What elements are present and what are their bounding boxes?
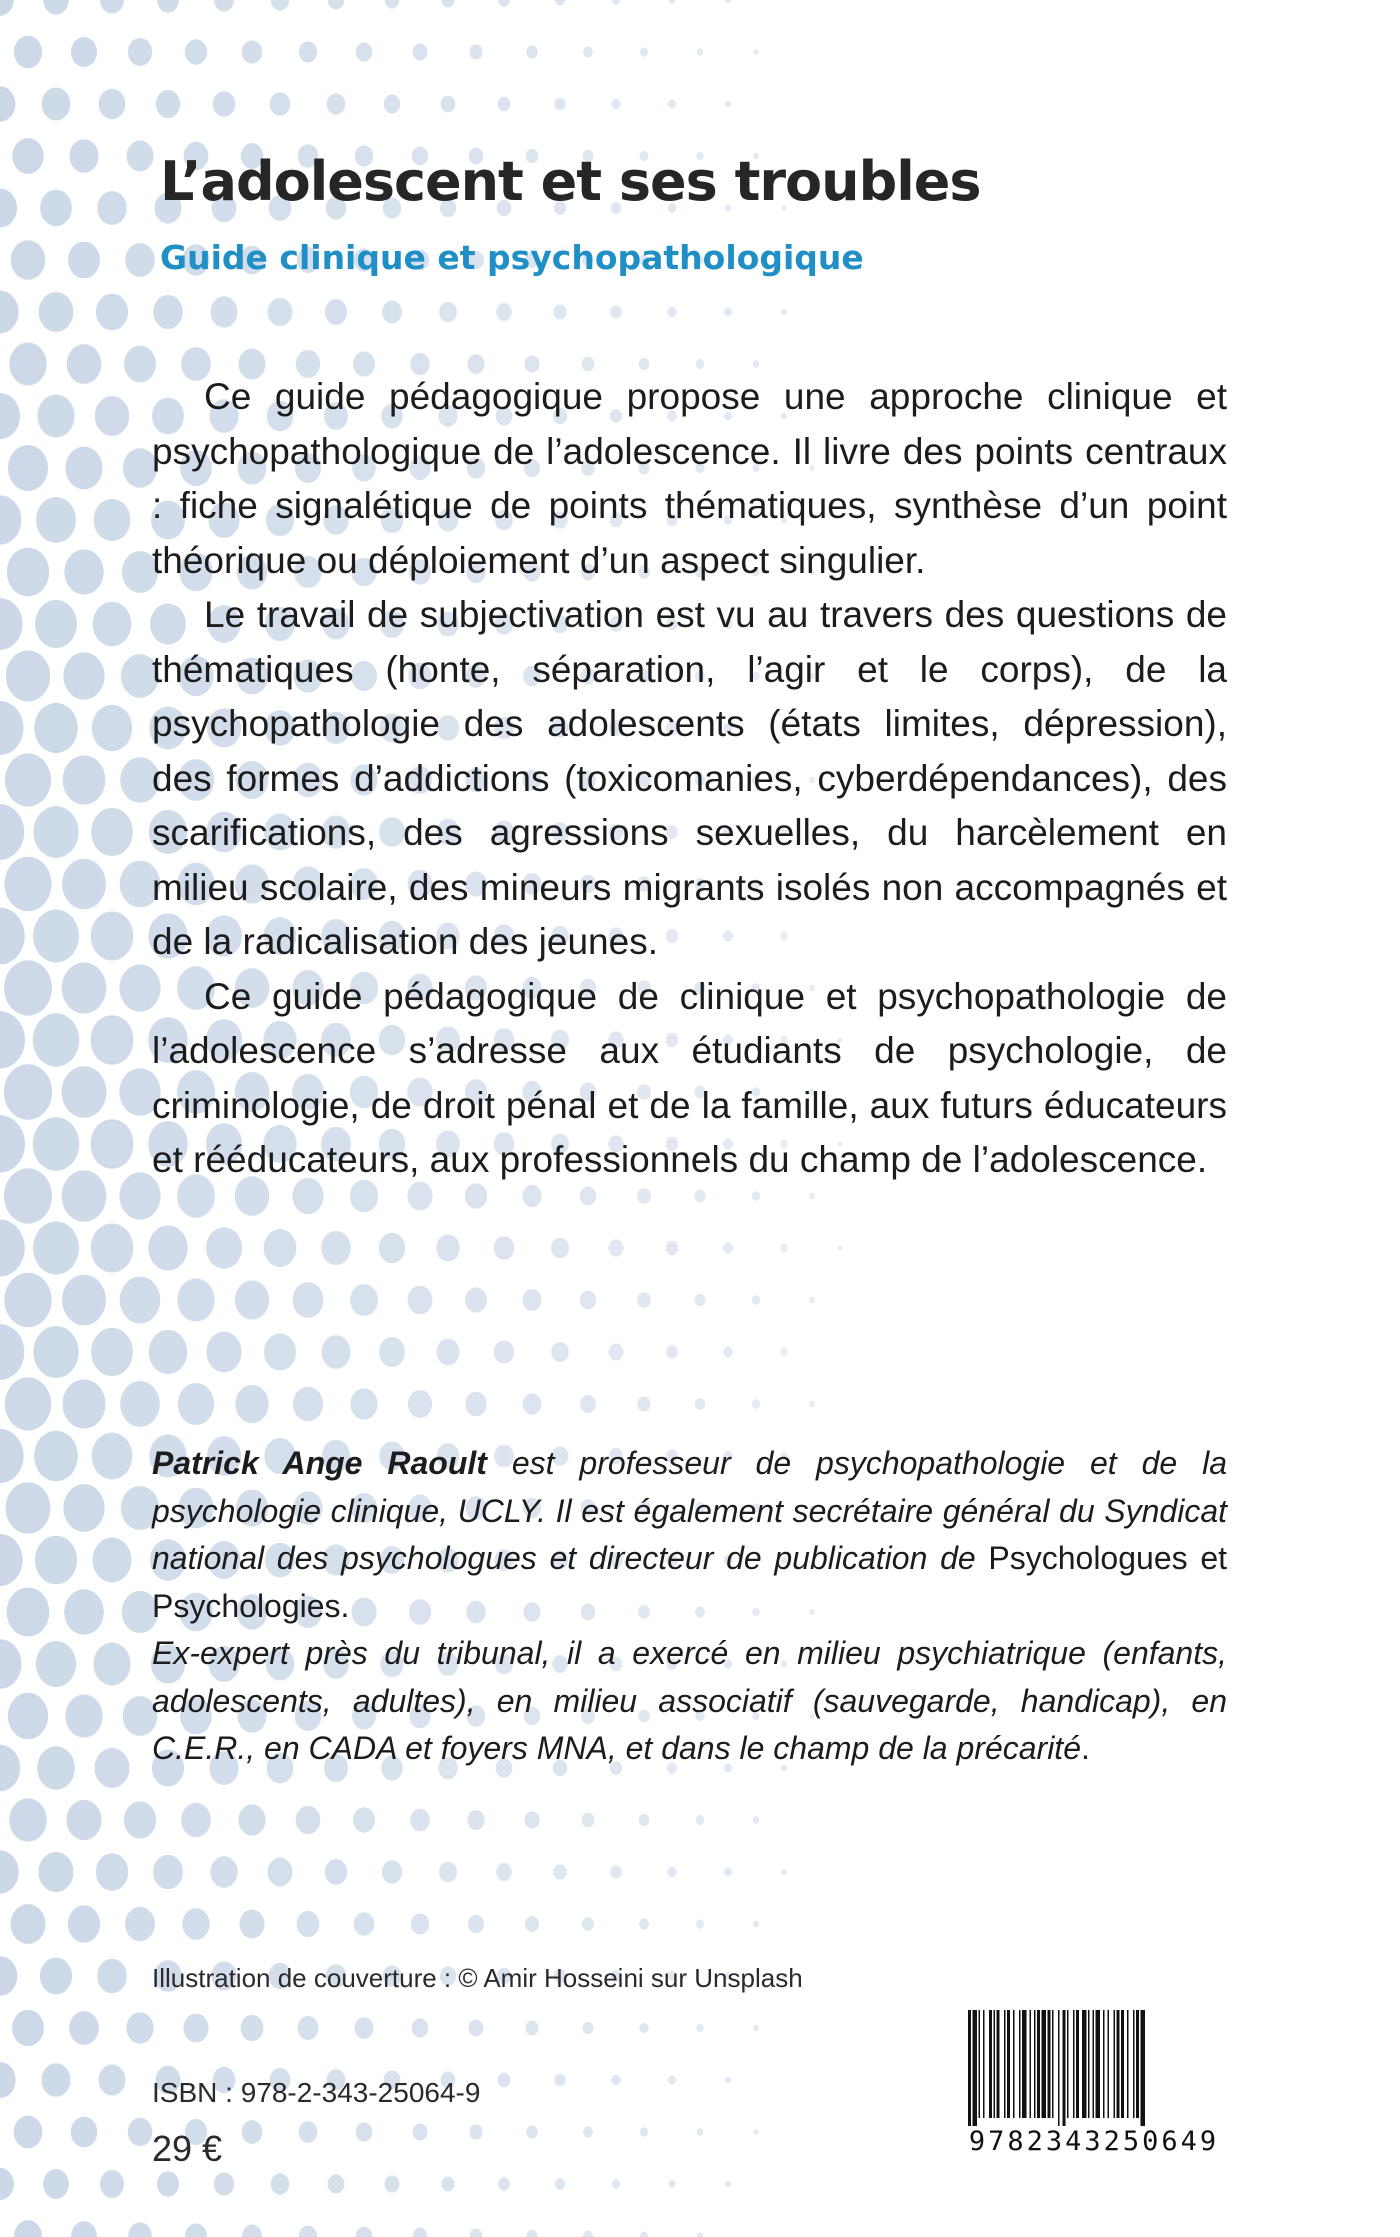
barcode-bar bbox=[994, 2010, 996, 2118]
author-name: Patrick Ange Raoult bbox=[152, 1445, 487, 1481]
barcode-bar bbox=[989, 2010, 992, 2118]
barcode bbox=[958, 2002, 1230, 2164]
barcode-bar bbox=[1141, 2010, 1146, 2126]
barcode-bar bbox=[1019, 2010, 1021, 2118]
barcode-bar bbox=[1121, 2010, 1124, 2118]
barcode-bar bbox=[1067, 2010, 1069, 2118]
book-title: L’adolescent et ses troubles bbox=[160, 150, 981, 213]
barcode-digits: 9782343250649 bbox=[968, 2126, 1220, 2157]
summary-paragraph: Ce guide pédagogique de clinique et psychopathologie de l’adolescence s’adresse aux étudiants de psychologie, de criminologie, de droit pénal et de la famille, aux futurs éducateurs et rééducateurs, aux professionnels du champ de l’adolescence. bbox=[152, 975, 1227, 1180]
price: 29 € bbox=[152, 2128, 223, 2169]
barcode-bar bbox=[1133, 2010, 1135, 2118]
barcode-bar bbox=[1127, 2010, 1129, 2118]
barcode-bar bbox=[1073, 2010, 1075, 2118]
barcode-bar bbox=[1013, 2010, 1015, 2118]
barcode-bar bbox=[1088, 2010, 1090, 2118]
barcode-bar bbox=[1082, 2010, 1087, 2118]
barcode-bar bbox=[979, 2010, 981, 2118]
isbn: ISBN : 978-2-343-25064-9 bbox=[152, 2077, 481, 2108]
barcode-bars bbox=[968, 2010, 1220, 2126]
summary-paragraph: Le travail de subjectivation est vu au travers des questions de thématiques (honte, séparation, l’agir et le corps), de la psychopathologie des adolescents (états limites, dépression), des formes d’addictions (toxicomanies, cyberdépendances), des scarifications, des agressions sexuelles, du harcèlement en milieu scolaire, des mineurs migrants isolés non accompagnés et de la radicalisation des jeunes. bbox=[152, 594, 1227, 962]
barcode-bar bbox=[1117, 2010, 1120, 2118]
summary-paragraph: Ce guide pédagogique propose une approche clinique et psychopathologique de l’adolescence. Il livre des points centraux : fiche signalétique de points thématiques, synthèse d’un point théorique ou déploiement d’un aspect singulier. bbox=[152, 376, 1227, 581]
barcode-bar bbox=[1108, 2010, 1110, 2118]
bio-paragraph bbox=[152, 1440, 1227, 1630]
journal-title: Psychologues et Psychologies bbox=[152, 1540, 1227, 1624]
barcode-bar bbox=[968, 2010, 971, 2126]
bio-text: Ex-expert près du tribunal, il a exercé en milieu psychiatrique (enfants, adolescents, adultes), en milieu associatif (sauvegarde, handicap), en C.E.R., en CADA et foyers MNA, et dans le champ de la précarité bbox=[152, 1635, 1227, 1766]
author-bio bbox=[152, 1440, 1227, 1773]
illustration-credit: Illustration de couverture : © Amir Hosseini sur Unsplash bbox=[152, 1963, 803, 1993]
barcode-bar bbox=[1037, 2010, 1040, 2118]
barcode-bar bbox=[1007, 2010, 1010, 2118]
barcode-bar bbox=[1093, 2010, 1095, 2118]
barcode-bar bbox=[1022, 2010, 1027, 2118]
barcode-bar bbox=[1004, 2010, 1006, 2118]
summary-text bbox=[152, 370, 1227, 1188]
barcode-bar bbox=[1042, 2010, 1047, 2118]
barcode-bar bbox=[1096, 2010, 1101, 2118]
bio-text: est professeur de psychopathologie et de la psychologie clinique, UCLY. Il est également secrétaire général du Syndicat national des psychologues et directeur de publication de bbox=[152, 1445, 1228, 1576]
barcode-bar bbox=[1136, 2010, 1139, 2118]
barcode-bar bbox=[1076, 2010, 1079, 2118]
barcode-bar bbox=[1058, 2010, 1060, 2126]
book-subtitle: Guide clinique et psychopathologique bbox=[160, 238, 864, 277]
bio-paragraph bbox=[152, 1630, 1227, 1773]
barcode-bar bbox=[983, 2010, 985, 2118]
barcode-bar bbox=[973, 2010, 978, 2126]
bio-text-end: . bbox=[1080, 1730, 1090, 1766]
bio-text-end: . bbox=[340, 1587, 350, 1624]
barcode-bar bbox=[1030, 2010, 1032, 2118]
barcode-bar bbox=[997, 2010, 1000, 2118]
barcode-bar bbox=[1114, 2010, 1116, 2118]
barcode-bar bbox=[1052, 2010, 1054, 2118]
barcode-bar bbox=[1063, 2010, 1066, 2126]
barcode-bar bbox=[1034, 2010, 1036, 2118]
barcode-bar bbox=[1103, 2010, 1105, 2118]
barcode-bar bbox=[1048, 2010, 1051, 2118]
